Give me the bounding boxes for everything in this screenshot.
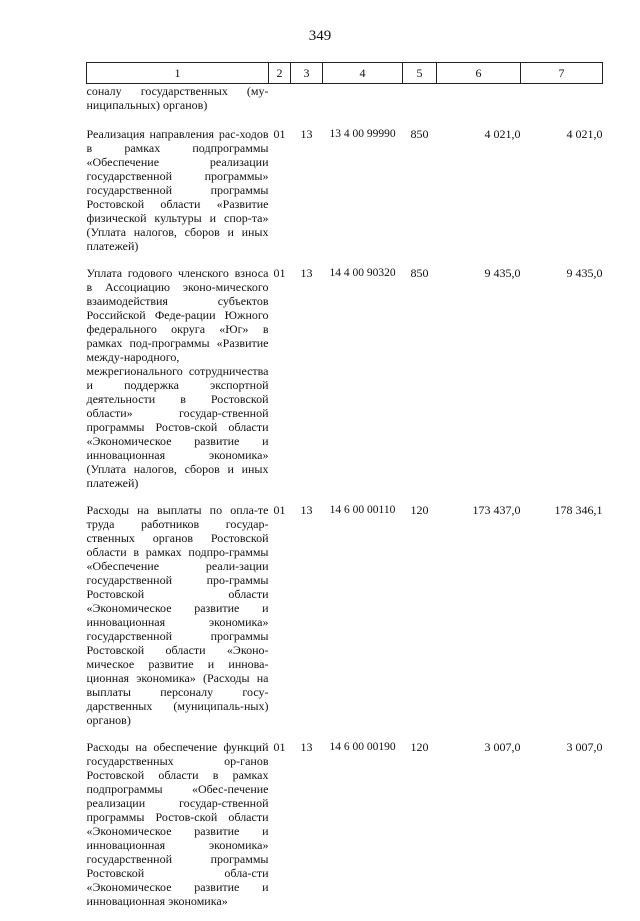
row-description: Расходы на обеспечение функций государственных ор-ганов Ростовской области в рамках подпрограммы «Обес-печение реализации государ-ственной программы Ростов-ской области «Экономическое развитие и инновационная экономика» государственной программы Ростовской обла-сти «Экономическое развитие и инновационная экономика»: [86, 740, 269, 908]
row-description: Уплата годового членского взноса в Ассоциацию эконо-мического взаимодействия субъектов Российской Феде-рации Южного федерального округа «Юг» в рамках под-программы «Развитие между-народного, межрегионального сотрудничества и поддержка экспортной деятельности в Ростовской области» государ-ственной программы Ростов-ской области «Экономическое развитие и инновационная экономика» (Уплата налогов, сборов и иных платежей): [86, 266, 269, 490]
table-row: [87, 266, 603, 503]
table-row: [87, 503, 603, 740]
header-col-7: 7: [521, 63, 603, 84]
row-expense-type: 850: [410, 127, 429, 141]
header-col-6: 6: [437, 63, 521, 84]
page-number: 349: [308, 28, 332, 44]
row-amount-2: 178 346,1: [554, 503, 603, 517]
row-subsection: 13: [300, 266, 313, 280]
header-col-1: 1: [87, 63, 269, 84]
row-description: Реализация направления рас-ходов в рамках подпрограммы «Обеспечение реализации государственной программы» государственной программы Ростовской области «Развитие физической культуры и спор-та» (Уплата налогов, сборов и иных платежей): [86, 127, 269, 253]
row-section: 01: [273, 266, 286, 280]
row-subsection: 13: [300, 740, 313, 754]
continuation-text: соналу государственных (му-ниципальных) органов): [86, 84, 269, 112]
header-col-4: 4: [323, 63, 403, 84]
row-section: 01: [273, 503, 286, 517]
row-amount-1: 173 437,0: [472, 503, 521, 517]
row-target-code: 14 6 00 00110: [329, 504, 396, 516]
row-amount-2: 4 021,0: [566, 127, 603, 141]
row-expense-type: 120: [410, 503, 429, 517]
row-amount-2: 9 435,0: [566, 266, 603, 280]
header-row: [87, 63, 603, 84]
budget-table: [86, 62, 603, 921]
row-expense-type: 120: [410, 740, 429, 754]
row-description: Расходы на выплаты по опла-те труда работников государ-ственных органов Ростовской области в рамках подпро-граммы «Обеспечение реали-зации государственной про-граммы Ростовской области «Экономическое развитие и инновационная экономика» государственной программы Ростовской области «Эконо-мическое развитие и иннова-ционная экономика» (Расходы на выплаты персоналу госу-дарственных (муниципаль-ных) органов): [86, 503, 269, 727]
header-col-5: 5: [403, 63, 437, 84]
row-amount-1: 9 435,0: [484, 266, 521, 280]
header-col-2: 2: [269, 63, 291, 84]
table-row: [87, 127, 603, 266]
row-section: 01: [273, 740, 286, 754]
row-target-code: 13 4 00 99990: [329, 128, 396, 140]
row-subsection: 13: [300, 503, 313, 517]
row-subsection: 13: [300, 127, 313, 141]
row-target-code: 14 4 00 90320: [329, 267, 396, 279]
table-row: [87, 740, 603, 921]
row-amount-2: 3 007,0: [566, 740, 603, 754]
row-target-code: 14 6 00 00190: [329, 741, 396, 753]
header-col-3: 3: [291, 63, 323, 84]
row-section: 01: [273, 127, 286, 141]
row-amount-1: 4 021,0: [484, 127, 521, 141]
row-expense-type: 850: [410, 266, 429, 280]
row-amount-1: 3 007,0: [484, 740, 521, 754]
continuation-row: [87, 84, 603, 128]
